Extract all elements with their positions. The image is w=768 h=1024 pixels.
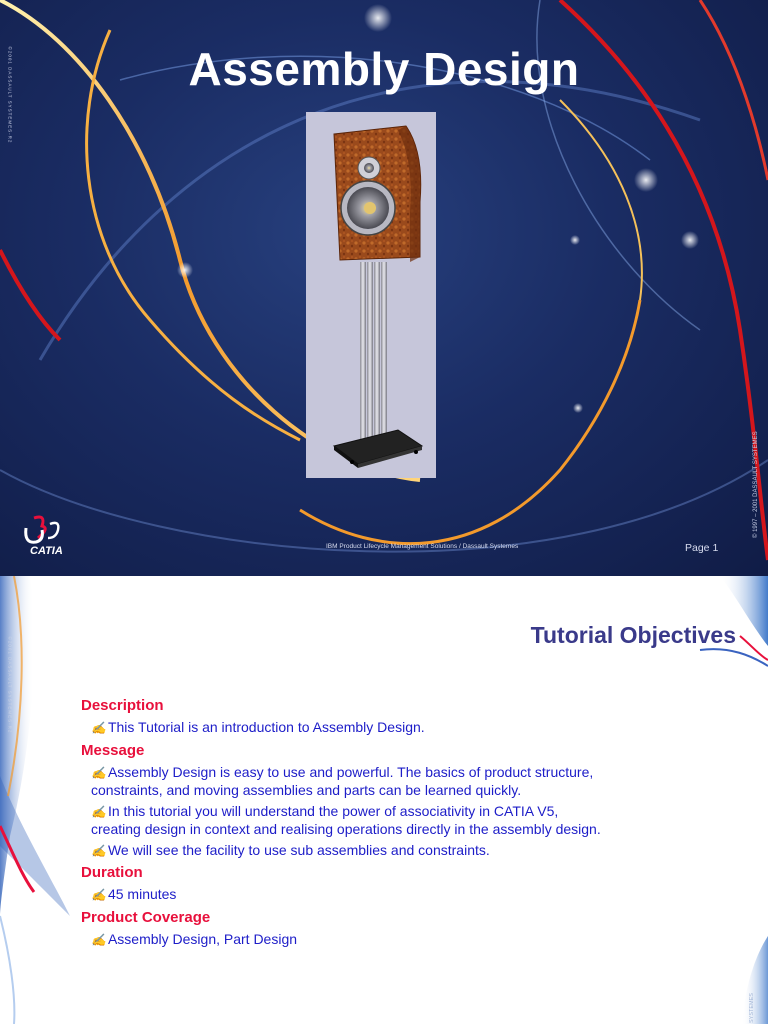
list-item: ✍ In this tutorial you will understand the power of associativity in CATIA V5, creating design in context and realising operations directly in the assembly design. <box>91 802 601 837</box>
writing-hand-icon: ✍ <box>91 804 106 819</box>
slide-footer: IBM Product Lifecycle Management Solutions / Dassault Systemes <box>326 543 519 550</box>
copyright-right: © 1997 – 2001 DASSAULT SYSTEMES <box>753 431 759 538</box>
section-product-coverage <box>81 908 601 950</box>
speaker-illustration <box>306 112 436 478</box>
copyright-right: SYSTEMES <box>749 993 755 1023</box>
objectives-list <box>81 696 601 952</box>
section-heading: Product Coverage <box>81 908 211 926</box>
section-heading: Message <box>81 741 145 759</box>
slide-title: Tutorial Objectives <box>530 622 736 648</box>
writing-hand-icon: ✍ <box>91 932 106 947</box>
page-number: Page 1 <box>685 542 719 554</box>
logo-text: CATIA <box>30 545 63 557</box>
list-item: ✍ 45 minutes <box>81 886 601 905</box>
section-message <box>81 741 601 861</box>
writing-hand-icon: ✍ <box>91 888 106 902</box>
writing-hand-icon: ✍ <box>91 721 106 735</box>
section-heading: Duration <box>81 864 143 881</box>
list-item: ✍ We will see the facility to use sub assemblies and constraints. <box>81 842 601 861</box>
copyright-left: ©2001 DASSAULT SYSTEMES-R2 <box>7 636 13 734</box>
ds-catia-logo <box>20 512 80 558</box>
writing-hand-icon: ✍ <box>91 843 106 858</box>
list-item: ✍ Assembly Design is easy to use and powerful. The basics of product structure, constraints, and moving assemblies and parts can be learned quickly. <box>91 763 594 798</box>
speaker-image <box>306 112 436 478</box>
writing-hand-icon: ✍ <box>91 765 106 780</box>
list-item: ✍ This Tutorial is an introduction to Assembly Design. <box>81 719 601 738</box>
copyright-left: ©2001 DASSAULT SYSTEMES-R2 <box>7 46 13 144</box>
section-duration <box>81 863 601 905</box>
section-heading: Description <box>81 697 164 714</box>
list-item: ✍ Assembly Design, Part Design <box>81 931 601 950</box>
slide-title: Assembly Design <box>188 43 580 95</box>
objectives-slide <box>0 576 768 1024</box>
catia-logo-icon <box>20 512 80 558</box>
section-description <box>81 696 601 738</box>
